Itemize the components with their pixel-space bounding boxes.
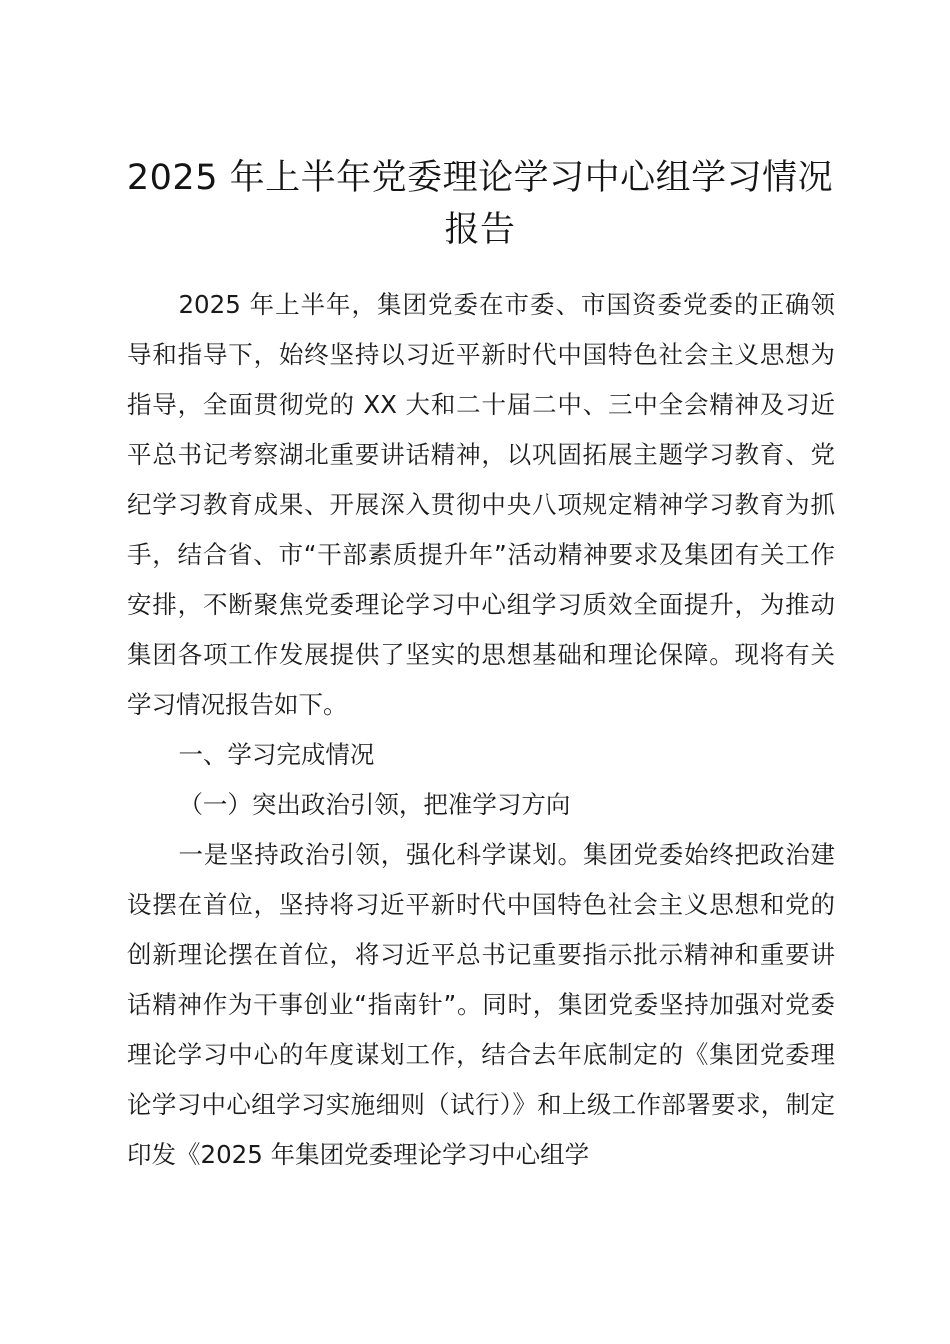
body-paragraph: 一是坚持政治引领，强化科学谋划。集团党委始终把政治建设摆在首位，坚持将习近平新时代中国特色社会主义思想和党的创新理论摆在首位，将习近平总书记重要指示批示精神和重要讲话精神作为干事创业“指南针”。同时，集团党委坚持加强对党委理论学习中心的年度谋划工作，结合去年底制定的《集团党委理论学习中心组学习实施细则（试行）》和上级工作部署要求，制定印发《2025 年集团党委理论学习中心组学 bbox=[127, 840, 835, 1169]
subsection-heading: （一）突出政治引领，把准学习方向 bbox=[178, 790, 571, 819]
section-heading: 一、学习完成情况 bbox=[178, 740, 375, 769]
intro-paragraph: 2025 年上半年，集团党委在市委、市国资委党委的正确领导和指导下，始终坚持以习近平新时代中国特色社会主义思想为指导，全面贯彻党的 XX 大和二十届二中、三中全会精神及习近平总书记考察湖北重要讲话精神，以巩固拓展主题学习教育、党纪学习教育成果、开展深入贯彻中央八项规定精神学习教育为抓手，结合省、市“干部素质提升年”活动精神要求及集团有关工作安排，不断聚焦党委理论学习中心组学习质效全面提升，为推动集团各项工作发展提供了坚实的思想基础和理论保障。现将有关学习情况报告如下。 bbox=[127, 290, 835, 719]
document-title: 2025 年上半年党委理论学习中心组学习情况报告 bbox=[126, 158, 834, 250]
document-body bbox=[127, 280, 835, 1180]
